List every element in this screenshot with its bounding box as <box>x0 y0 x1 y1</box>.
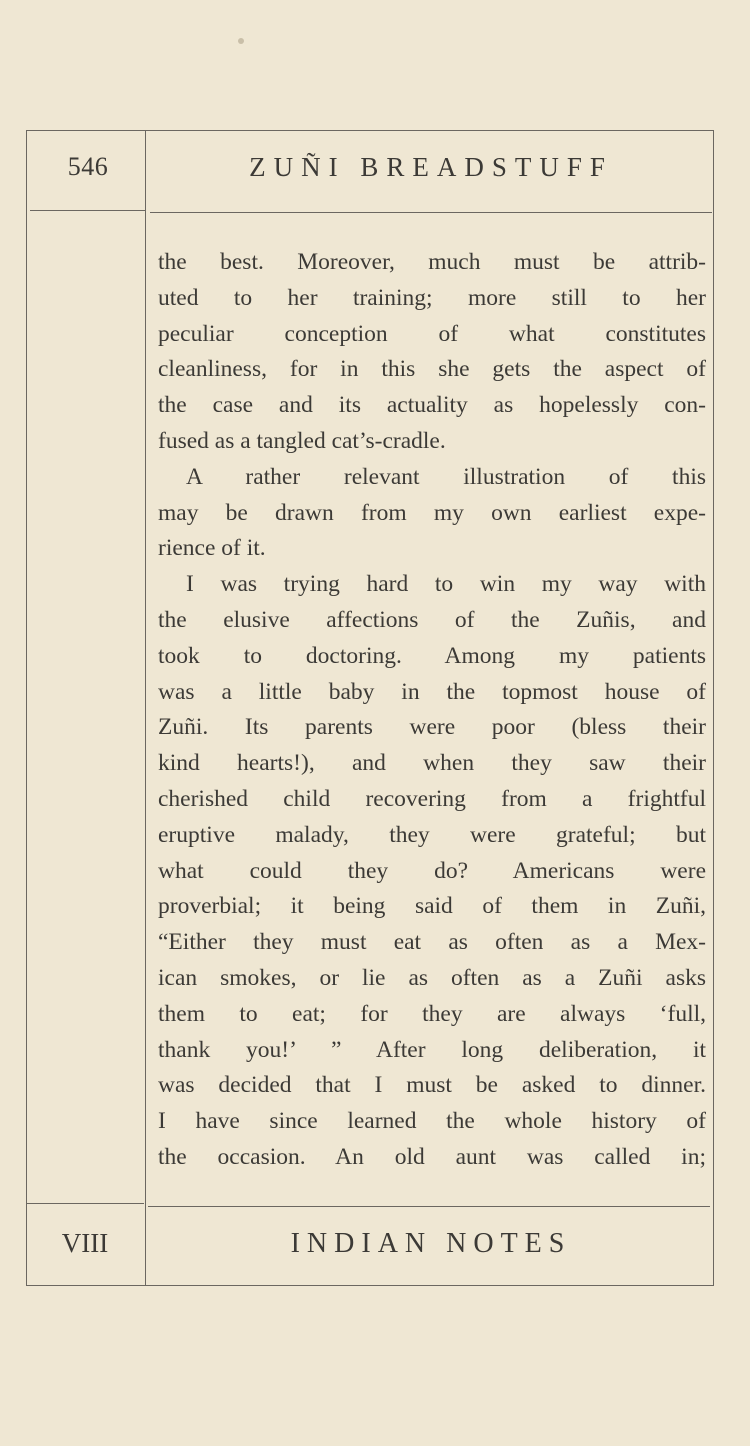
series-title: INDIAN NOTES <box>290 1228 572 1259</box>
body-line: them to eat; for they are always ‘full, <box>158 1000 706 1027</box>
body-line: thank you!’ ” After long deliberation, it <box>158 1036 706 1063</box>
body-line: Zuñi. Its parents were poor (bless their <box>158 714 706 741</box>
body-line: took to doctoring. Among my patients <box>158 642 706 669</box>
footer-rule-right <box>148 1206 710 1207</box>
body-line: may be drawn from my own earliest expe- <box>158 499 706 526</box>
body-line: cherished child recovering from a frightful <box>158 785 706 812</box>
body-text <box>158 245 706 1176</box>
body-line: ican smokes, or lie as often as a Zuñi asks <box>158 964 706 991</box>
body-line: the elusive affections of the Zuñis, and <box>158 606 706 633</box>
body-line: rience of it. <box>158 535 266 562</box>
body-line: the occasion. An old aunt was called in; <box>158 1143 706 1170</box>
paper-speck <box>238 38 244 44</box>
body-line: fused as a tangled cat’s-cradle. <box>158 427 446 454</box>
margin-rule <box>145 130 146 1286</box>
body-line: the case and its actuality as hopelessly con- <box>158 392 706 419</box>
body-line: what could they do? Americans were <box>158 857 706 884</box>
body-line: kind hearts!), and when they saw their <box>158 750 706 777</box>
body-line: I have since learned the whole history of <box>158 1108 706 1135</box>
body-line: cleanliness, for in this she gets the aspect of <box>158 356 706 383</box>
footer-rule-left <box>26 1203 144 1204</box>
body-line: A rather relevant illustration of this <box>186 463 706 490</box>
volume-number: VIII <box>61 1228 109 1258</box>
body-line: I was trying hard to win my way with <box>186 571 706 598</box>
page-number: 546 <box>67 152 109 181</box>
body-line: was a little baby in the topmost house of <box>158 678 706 705</box>
body-line: proverbial; it being said of them in Zuñi, <box>158 893 706 920</box>
body-line: was decided that I must be asked to dinner. <box>158 1072 706 1099</box>
header-rule-left <box>30 210 146 211</box>
body-line: peculiar conception of what constitutes <box>158 320 706 347</box>
header-rule-right <box>150 212 712 213</box>
running-title: ZUÑI BREADSTUFF <box>249 152 613 182</box>
body-line: uted to her training; more still to her <box>158 284 706 311</box>
body-line: “Either they must eat as often as a Mex- <box>158 929 706 956</box>
body-line: the best. Moreover, much must be attrib- <box>158 249 706 275</box>
body-line: eruptive malady, they were grateful; but <box>158 821 706 848</box>
